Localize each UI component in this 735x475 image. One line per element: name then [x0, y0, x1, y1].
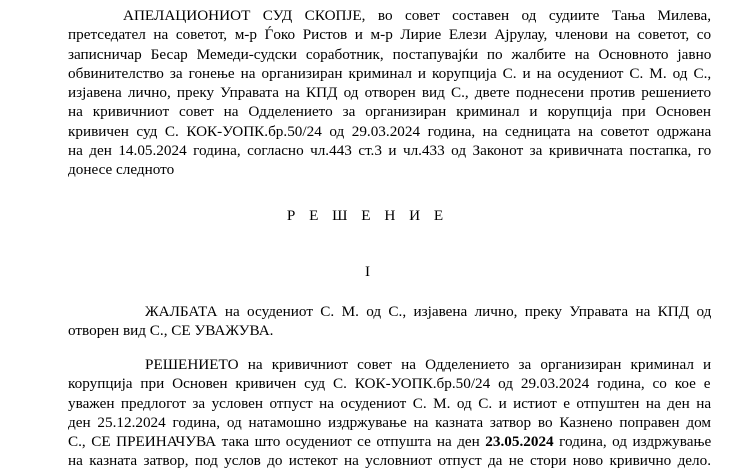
decision-line-with-date [68, 432, 711, 451]
decision-line: на казната затвор, под услов до истекот на условниот отпуст да не стори ново кривично дело. [68, 452, 712, 470]
intro-line: на ден 14.05.2024 година, согласно чл.443 ст.3 и чл.433 од Законот за кривичната постапка, го [68, 142, 712, 160]
intro-line: АПЕЛАЦИОНИОТ СУД СКОПЈЕ, во совет составен од судиите Тања Милева, [123, 7, 711, 24]
intro-line: претседател на советот, м-р Ѓоко Ристов и м-р Лирие Елези Ајрулау, членови на советот, со [68, 26, 712, 44]
intro-paragraph [68, 6, 711, 180]
decision-line: ден 25.12.2024 година, од натамошно издржување на казната затвор во Казнено поправен дом [68, 413, 712, 431]
intro-line: кривичен суд С. КОК-УОПК.бр.50/24 од 29.03.2024 година, на седницата на советот одржана [68, 122, 712, 140]
decision-heading: Р Е Ш Е Н И Е [286, 207, 449, 224]
decision-line-text: С., СЕ ПРЕИНАЧУВА така што осудениот се отпушта на ден [68, 433, 486, 451]
appeal-line: отворен вид С., СЕ УВАЖУВА. [68, 322, 274, 340]
decision-line: уважен предлогот за условен отпуст на осудениот С. М. од С. и истиот е отпуштен на ден на [68, 394, 712, 412]
appeal-paragraph [68, 302, 711, 341]
intro-line: изјавена лично, преку Управата на КПД од отворен вид С., двете поднесени против решението [68, 84, 712, 102]
intro-line: записничар Бесар Мемеди-судски соработник, постапувајќи по жалбите на Основното јавно [68, 45, 712, 63]
intro-line: на кривичниот совет на Одделението за организиран криминал и корупција при Основен [68, 103, 711, 121]
decision-line: РЕШЕНИЕТО на кривичниот совет на Одделението за организиран криминал и [145, 356, 712, 373]
decision-paragraph [68, 355, 711, 471]
intro-line: донесе следното [68, 161, 175, 179]
appeal-line: ЖАЛБАТА на осудениот С. М. од С., изјавена лично, преку Управата на КПД од [145, 303, 712, 320]
decision-line: корупција при Основен кривичен суд С. КОК-УОПК.бр.50/24 од 29.03.2024 година, со кое е [68, 375, 711, 393]
decision-line-text: година, од издржување [553, 433, 712, 451]
section-numeral: I [364, 263, 371, 280]
intro-line: обвинителство за гонење на организиран криминал и корупција С. и на осудениот С. М. од С., [68, 64, 712, 82]
release-date: 23.05.2024 [485, 433, 554, 451]
